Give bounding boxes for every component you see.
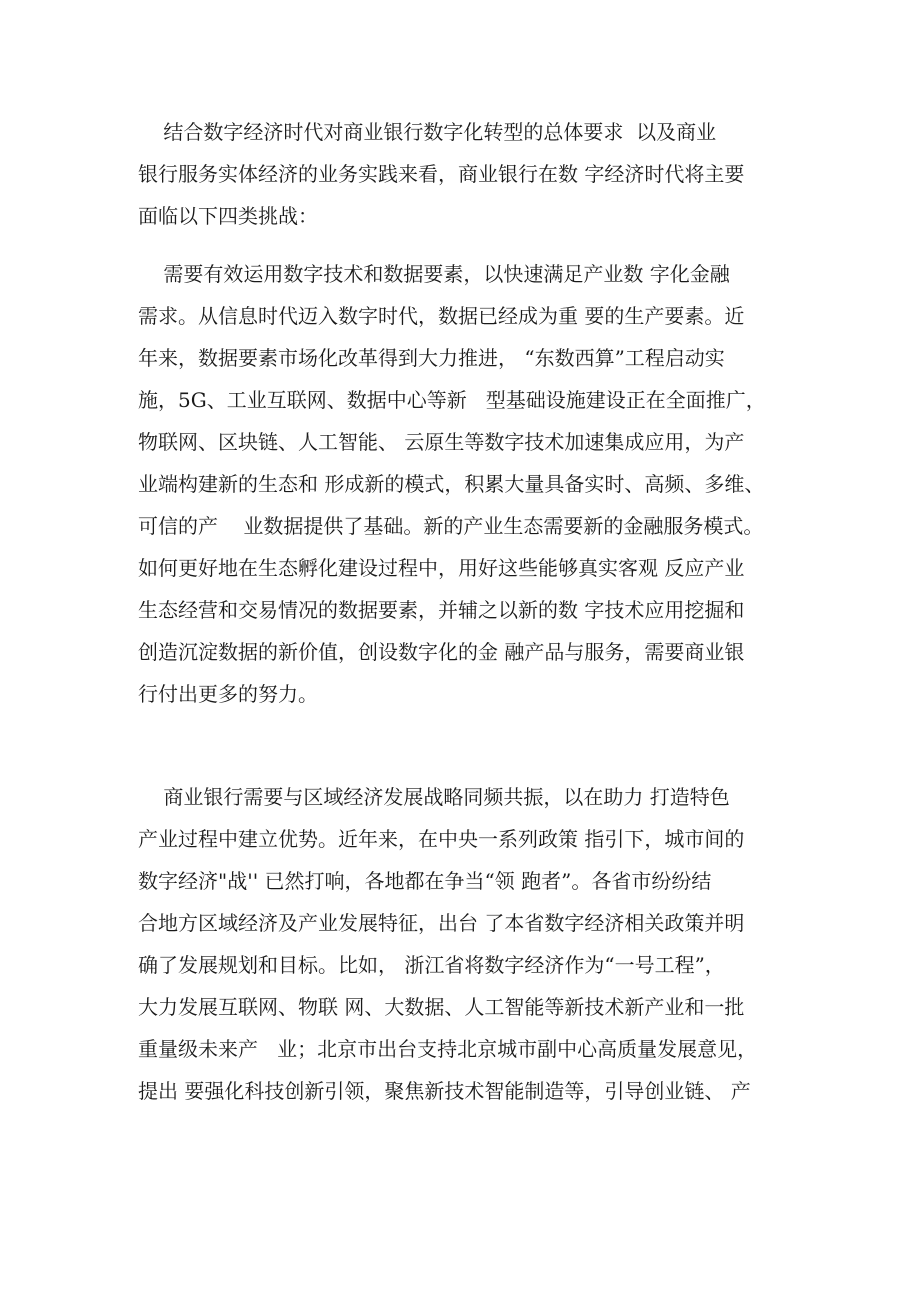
text-line: 商业银行需要与区域经济发展战略同频共振，以在助力 打造特色 <box>138 785 730 809</box>
text-line: 重量级未来产 业；北京市出台支持北京城市副中心高质量发展意见， <box>138 1037 758 1061</box>
text-line: 确了发展规划和目标。比如， 浙江省将数字经济作为“一号工程”， <box>138 953 725 977</box>
paragraph-data-elements <box>138 253 800 715</box>
text-line: 物联网、区块链、人工智能、 云原生等数字技术加速集成应用，为产 <box>138 430 745 454</box>
text-line: 产业过程中建立优势。近年来，在中央一系列政策 指引下，城市间的 <box>138 827 745 851</box>
text-line: 银行服务实体经济的业务实践来看，商业银行在数 字经济时代将主要 <box>138 162 745 186</box>
text-line: 大力发展互联网、物联 网、大数据、人工智能等新技术新产业和一批 <box>138 995 745 1019</box>
text-line: 年来，数据要素市场化改革得到大力推进， “东数西算”工程启动实 <box>138 346 725 370</box>
text-line: 面临以下四类挑战： <box>138 204 318 228</box>
text-line: 需求。从信息时代迈入数字时代，数据已经成为重 要的生产要素。近 <box>138 304 745 328</box>
paragraph-digital-transformation-intro <box>138 111 800 237</box>
text-line: 数字经济"战'' 已然打响，各地都在争当“领 跑者”。各省市纷纷结 <box>138 869 712 893</box>
text-line: 合地方区域经济及产业发展特征，出台 了本省数字经济相关政策并明 <box>138 911 745 935</box>
text-line: 创造沉淀数据的新价值，创设数字化的金 融产品与服务，需要商业银 <box>138 640 745 664</box>
text-line: 可信的产 业数据提供了基础。新的产业生态需要新的金融服务模式。 <box>138 514 764 538</box>
text-line: 如何更好地在生态孵化建设过程中，用好这些能够真实客观 反应产业 <box>138 556 745 580</box>
text-line: 行付出更多的努力。 <box>138 682 318 706</box>
text-line: 结合数字经济时代对商业银行数字化转型的总体要求 以及商业 <box>138 120 717 144</box>
text-line: 提出 要强化科技创新引领，聚焦新技术智能制造等，引导创业链、 产 <box>138 1079 751 1103</box>
paragraph-regional-economy <box>138 776 800 1112</box>
text-line: 需要有效运用数字技术和数据要素，以快速满足产业数 字化金融 <box>138 262 730 286</box>
text-line: 生态经营和交易情况的数据要素，并辅之以新的数 字技术应用挖掘和 <box>138 598 745 622</box>
text-line: 业端构建新的生态和 形成新的模式，积累大量具备实时、高频、多维、 <box>138 472 765 496</box>
text-line: 施，5G、工业互联网、数据中心等新 型基础设施建设正在全面推广， <box>138 388 766 412</box>
